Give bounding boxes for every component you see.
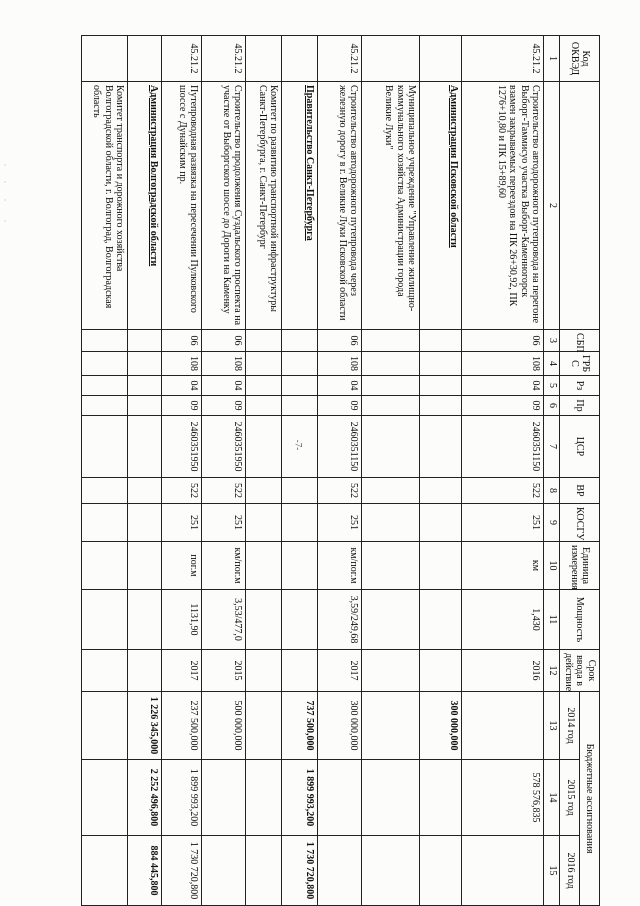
header-2014: 2014 год [560, 692, 580, 760]
cell-code [128, 36, 162, 82]
cell-code: 45.21.2 [462, 36, 544, 82]
table-body [82, 36, 544, 906]
cell-kosgu: 251 [462, 504, 544, 542]
cell-kosgu: 251 [318, 504, 362, 542]
header-csr: ЦСР [560, 416, 600, 478]
cell-2014 [462, 692, 544, 760]
cell-pr: 09 [162, 396, 202, 416]
cell-2016 [362, 836, 420, 906]
cell-2016 [246, 836, 282, 906]
cell-2016 [202, 836, 246, 906]
cell-name: Путепроводная развязка на пересечении Пулковского шоссе с Дунайским пр. [162, 82, 202, 330]
cell-csr: 2460351150 [462, 416, 544, 478]
cell-code [362, 36, 420, 82]
table-row [202, 36, 246, 906]
cell-grbs [420, 352, 462, 376]
cell-2015 [362, 760, 420, 836]
cell-vr [82, 478, 128, 504]
cell-capacity: 3,59/249,68 [318, 590, 362, 650]
cell-pr [282, 396, 318, 416]
cell-2014: 300 000,000 [420, 692, 462, 760]
header-kosgu: КОСГУ [560, 504, 600, 542]
cell-capacity [82, 590, 128, 650]
cell-rz [362, 376, 420, 396]
cell-csr [128, 416, 162, 478]
budget-table [82, 35, 601, 906]
cell-vr: 522 [318, 478, 362, 504]
header-name [560, 82, 600, 330]
cell-csr [82, 416, 128, 478]
header-grbs: ГРБ С [560, 352, 600, 376]
cell-unit: км/пог.м [202, 542, 246, 590]
cell-2016: 1 730 720,800 [282, 836, 318, 906]
cell-csr [246, 416, 282, 478]
cell-rz [420, 376, 462, 396]
cell-kosgu [128, 504, 162, 542]
cell-2016 [420, 836, 462, 906]
cell-capacity [420, 590, 462, 650]
table-row [362, 36, 420, 906]
header-term: Срок ввода в действие [560, 650, 600, 692]
table-row [420, 36, 462, 906]
table-row [246, 36, 282, 906]
cell-capacity: 1131,90 [162, 590, 202, 650]
cell-sbp: 06 [202, 330, 246, 352]
header-pr: Пр [560, 396, 600, 416]
cell-code [246, 36, 282, 82]
column-number: 9 [544, 504, 560, 542]
cell-sbp [82, 330, 128, 352]
cell-2015: 2 252 496,800 [128, 760, 162, 836]
cell-name: Муниципальное учреждение "Управление жилищно-коммунального хозяйства Администрации города Великие Луки" [362, 82, 420, 330]
cell-csr [362, 416, 420, 478]
table-row [318, 36, 362, 906]
cell-code [82, 36, 128, 82]
cell-unit [362, 542, 420, 590]
column-number: 2 [544, 82, 560, 330]
column-number: 8 [544, 478, 560, 504]
cell-kosgu [362, 504, 420, 542]
cell-vr [420, 478, 462, 504]
cell-code: 45.21.2 [162, 36, 202, 82]
cell-vr [282, 478, 318, 504]
cell-name: Комитет транспорта и дорожного хозяйства Волгоградской области, г. Волгоград, Волгоградская область [82, 82, 128, 330]
cell-vr [128, 478, 162, 504]
cell-rz [282, 376, 318, 396]
cell-2014 [362, 692, 420, 760]
table-row [282, 36, 318, 906]
cell-kosgu: 251 [202, 504, 246, 542]
cell-pr: 09 [202, 396, 246, 416]
cell-sbp [282, 330, 318, 352]
cell-code [282, 36, 318, 82]
cell-rz: 04 [202, 376, 246, 396]
column-number: 6 [544, 396, 560, 416]
cell-capacity [246, 590, 282, 650]
cell-csr: 2460351950 [162, 416, 202, 478]
cell-grbs [128, 352, 162, 376]
column-number: 7 [544, 416, 560, 478]
cell-csr [420, 416, 462, 478]
cell-term: 2015 [202, 650, 246, 692]
cell-term [82, 650, 128, 692]
cell-rz [128, 376, 162, 396]
cell-sbp: 06 [318, 330, 362, 352]
column-number: 4 [544, 352, 560, 376]
cell-2016 [82, 836, 128, 906]
cell-term: 2017 [162, 650, 202, 692]
cell-name: Администрация Волгоградской области [128, 82, 162, 330]
cell-term [128, 650, 162, 692]
cell-code: 45.21.2 [318, 36, 362, 82]
cell-vr: 522 [462, 478, 544, 504]
column-number: 1 [544, 36, 560, 82]
page-number: -7- [293, 439, 304, 451]
cell-sbp: 06 [462, 330, 544, 352]
cell-grbs: 108 [162, 352, 202, 376]
cell-rz [82, 376, 128, 396]
cell-name: Комитет по развитию транспортной инфраструктуры Санкт-Петербурга, г. Санкт-Петербург [246, 82, 282, 330]
cell-term [282, 650, 318, 692]
column-number: 11 [544, 590, 560, 650]
cell-rz [246, 376, 282, 396]
cell-2015 [82, 760, 128, 836]
column-number: 12 [544, 650, 560, 692]
cell-term: 2016 [462, 650, 544, 692]
cell-2014: 500 000,000 [202, 692, 246, 760]
header-sbp: СБП [560, 330, 600, 352]
column-number: 5 [544, 376, 560, 396]
cell-pr [246, 396, 282, 416]
cell-code: 45.21.2 [202, 36, 246, 82]
cell-unit: пог.м [162, 542, 202, 590]
cell-rz: 04 [462, 376, 544, 396]
cell-unit: км [462, 542, 544, 590]
header-2015: 2015 год [560, 760, 580, 836]
rotated-table-area [0, 35, 600, 905]
cell-rz: 04 [318, 376, 362, 396]
cell-name: Строительство продолжения Суздальского проспекта на участке от Выборгского шоссе до Дороги на Каменку [202, 82, 246, 330]
header-capacity: Мощность [560, 590, 600, 650]
cell-rz: 04 [162, 376, 202, 396]
cell-pr [362, 396, 420, 416]
cell-2015: 1 899 993,200 [282, 760, 318, 836]
cell-grbs [362, 352, 420, 376]
cell-sbp [246, 330, 282, 352]
table-row [162, 36, 202, 906]
scan-artifact-dots [4, 160, 6, 230]
cell-term [420, 650, 462, 692]
cell-unit [282, 542, 318, 590]
cell-grbs [246, 352, 282, 376]
cell-name: Правительство Санкт-Петербурга [282, 82, 318, 330]
column-number: 10 [544, 542, 560, 590]
cell-grbs [282, 352, 318, 376]
cell-name: Администрация Псковской области [420, 82, 462, 330]
cell-sbp [420, 330, 462, 352]
column-number: 3 [544, 330, 560, 352]
cell-name: Строительство автодорожного путепровода через железную дорогу в г. Великие Луки Псковской области [318, 82, 362, 330]
cell-term [246, 650, 282, 692]
cell-2015: 578 576,835 [462, 760, 544, 836]
cell-2015: 1 899 993,200 [162, 760, 202, 836]
cell-sbp [128, 330, 162, 352]
cell-csr: 2460351150 [318, 416, 362, 478]
column-numbers-row [544, 36, 560, 906]
column-number: 13 [544, 692, 560, 760]
header-vr: ВР [560, 478, 600, 504]
cell-2015 [246, 760, 282, 836]
cell-2015 [420, 760, 462, 836]
table-row [82, 36, 128, 906]
cell-unit [420, 542, 462, 590]
table-row [128, 36, 162, 906]
cell-csr: 2460351950 [202, 416, 246, 478]
cell-2014: 1 226 345,000 [128, 692, 162, 760]
cell-vr [362, 478, 420, 504]
cell-2014: 300 000,000 [318, 692, 362, 760]
cell-vr: 522 [162, 478, 202, 504]
cell-2014 [82, 692, 128, 760]
cell-kosgu [420, 504, 462, 542]
cell-vr: 522 [202, 478, 246, 504]
cell-name: Строительство автодорожного путепровода на перегоне Выборг-Таммисуо участка Выборг-Каменногорск взамен закрываемых переездов на ПК 26+30,92, ПК 1276+10,80 и ПК 15+89,60 [462, 82, 544, 330]
cell-pr: 09 [318, 396, 362, 416]
cell-2016: 884 445,800 [128, 836, 162, 906]
cell-sbp: 06 [162, 330, 202, 352]
cell-2016 [318, 836, 362, 906]
column-number: 15 [544, 836, 560, 906]
cell-kosgu: 251 [162, 504, 202, 542]
column-number: 14 [544, 760, 560, 836]
cell-pr [128, 396, 162, 416]
cell-capacity [128, 590, 162, 650]
cell-2015 [318, 760, 362, 836]
cell-pr: 09 [462, 396, 544, 416]
cell-unit: км/пог.м [318, 542, 362, 590]
table-row [462, 36, 544, 906]
cell-2014 [246, 692, 282, 760]
header-2016: 2016 год [560, 836, 580, 906]
cell-2014: 737 500,000 [282, 692, 318, 760]
cell-unit [82, 542, 128, 590]
cell-vr [246, 478, 282, 504]
cell-2015 [202, 760, 246, 836]
header-kod-okved: Код ОКВЭД [560, 36, 600, 82]
cell-code [420, 36, 462, 82]
cell-grbs [82, 352, 128, 376]
header-rz: Рз [560, 376, 600, 396]
cell-kosgu [246, 504, 282, 542]
cell-term [362, 650, 420, 692]
header-unit: Единица измерения [560, 542, 600, 590]
cell-2014: 237 500,000 [162, 692, 202, 760]
cell-kosgu [282, 504, 318, 542]
cell-kosgu [82, 504, 128, 542]
cell-capacity [362, 590, 420, 650]
cell-unit [246, 542, 282, 590]
cell-2016: 1 730 720,800 [162, 836, 202, 906]
cell-pr [82, 396, 128, 416]
cell-pr [420, 396, 462, 416]
cell-unit [128, 542, 162, 590]
cell-capacity: 1,430 [462, 590, 544, 650]
cell-2016 [462, 836, 544, 906]
cell-grbs: 108 [318, 352, 362, 376]
header-budget: Бюджетные ассигнования [580, 692, 600, 906]
cell-term: 2017 [318, 650, 362, 692]
cell-capacity [282, 590, 318, 650]
cell-sbp [362, 330, 420, 352]
cell-grbs: 108 [202, 352, 246, 376]
cell-grbs: 108 [462, 352, 544, 376]
cell-capacity: 3,53/477,0 [202, 590, 246, 650]
